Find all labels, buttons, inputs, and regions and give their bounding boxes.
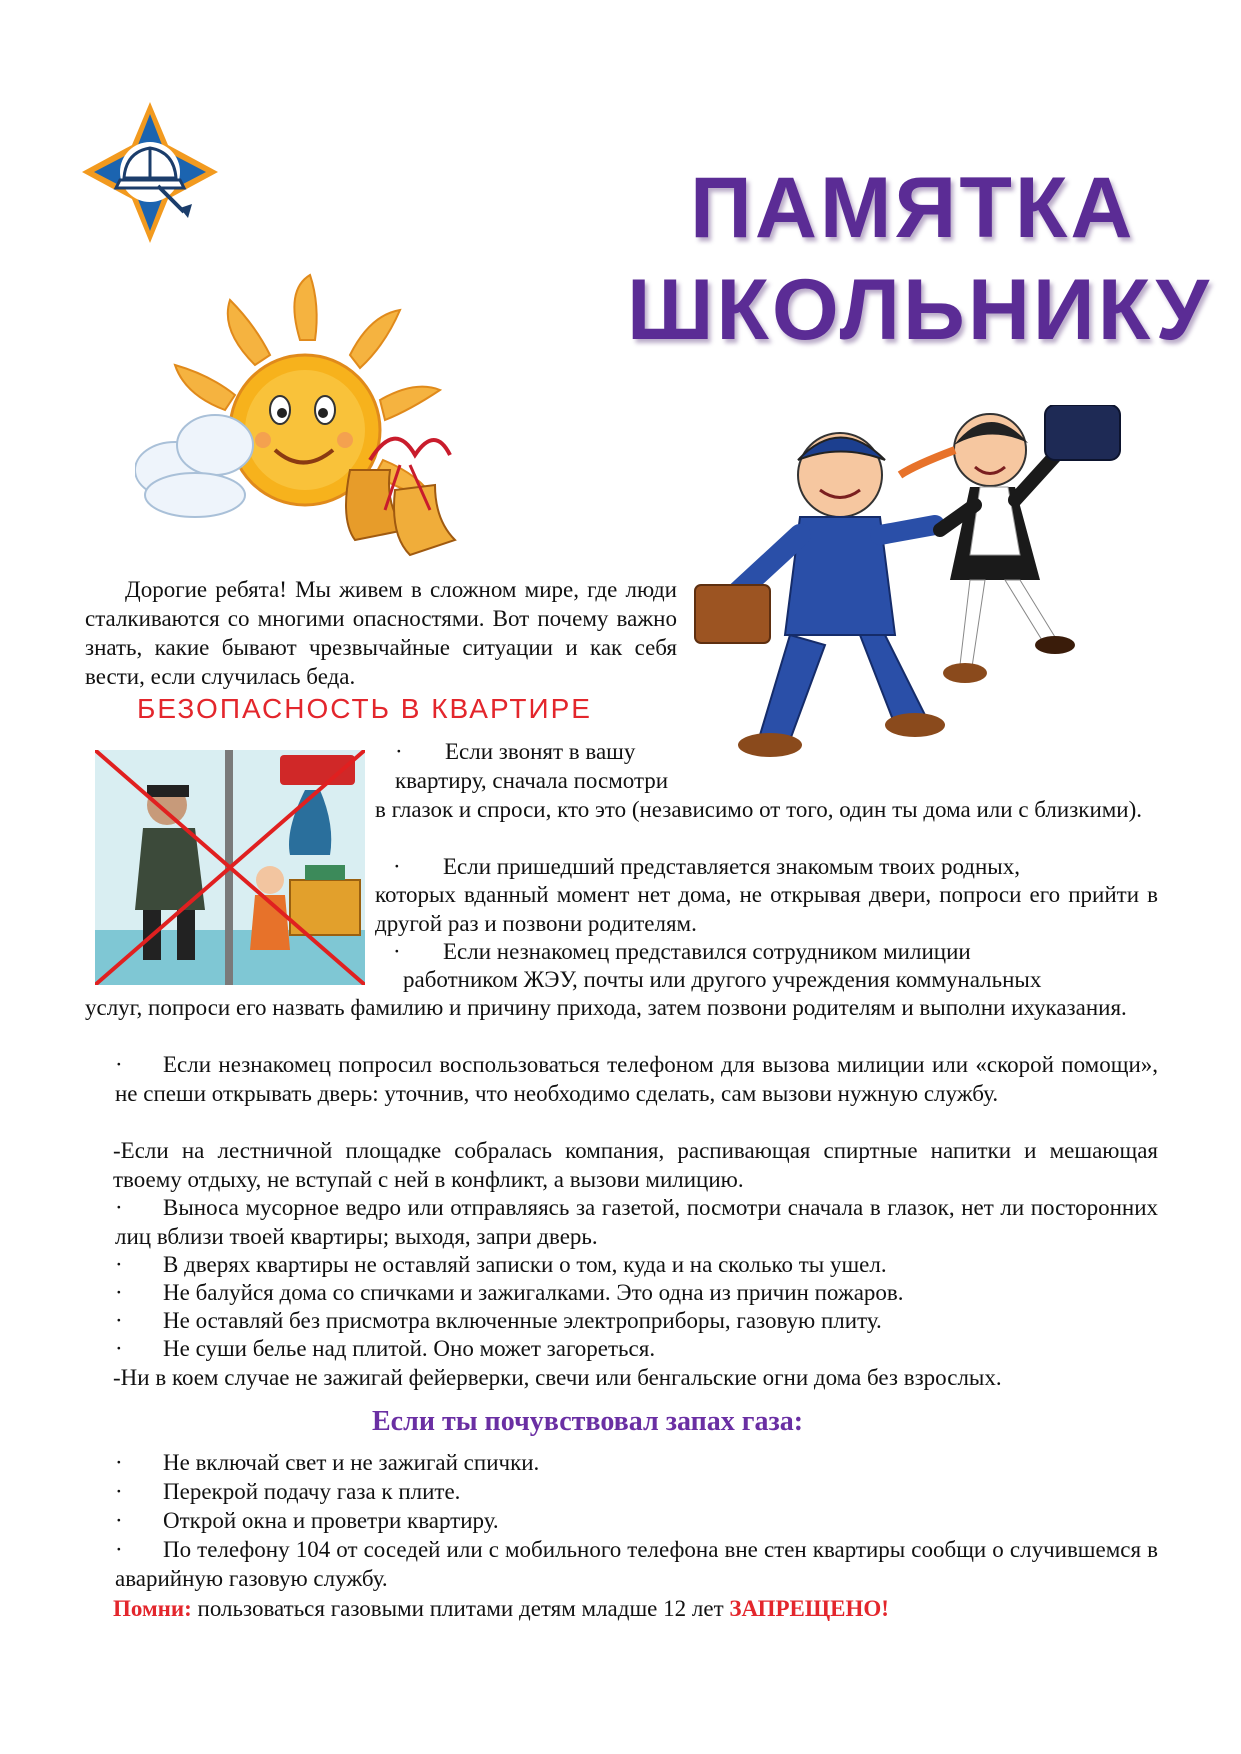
warning-text: пользоваться газовыми плитами детям младше 12 лет	[191, 1596, 730, 1621]
bullet-marker: ·	[115, 1052, 123, 1077]
bullet-marker: ·	[115, 1280, 123, 1305]
bullet-text: Если незнакомец представился сотрудником милиции	[443, 939, 971, 964]
list-item-continuation: которых вданный момент нет дома, не открывая двери, попроси его прийти в другой раз и позвони родителям.	[375, 882, 1158, 936]
bullet-marker: ·	[115, 1537, 123, 1562]
bullet-text: квартиру, сначала посмотри	[395, 767, 669, 793]
bullet-text: Если звонят в вашу	[445, 739, 636, 764]
warning-note	[113, 1594, 1158, 1623]
list-item	[115, 1449, 1158, 1478]
list-item	[115, 1251, 1158, 1280]
list-item: -Ни в коем случае не зажигай фейерверки, свечи или бенгальские огни дома без взрослых.	[113, 1365, 1002, 1390]
section-heading-apartment-safety: БЕЗОПАСНОСТЬ В КВАРТИРЕ	[137, 693, 592, 724]
page-title-line2: ШКОЛЬНИКУ	[627, 262, 1212, 358]
list-item	[115, 1307, 1158, 1336]
list-item	[115, 1194, 1158, 1251]
list-item	[393, 853, 1158, 882]
list-item	[115, 1536, 1158, 1593]
schoolchildren-running-illustration	[690, 405, 1165, 785]
bullet-text: Не включай свет и не зажигай спички.	[163, 1450, 540, 1475]
bullet-text: Открой окна и проветри квартиру.	[163, 1508, 499, 1533]
bullet-text: Не суши белье над плитой. Оно может загореться.	[163, 1336, 656, 1361]
section-heading-gas-smell: Если ты почувствовал запах газа:	[372, 1406, 804, 1437]
bullet-marker: ·	[115, 1508, 123, 1533]
bullet-text: Если незнакомец попросил воспользоваться телефоном для вызова милиции или «скорой помощи», не спеши открывать дверь: уточнив, что необходимо сделать, сам вызови нужную службу.	[115, 1052, 1158, 1106]
list-item	[115, 1051, 1158, 1108]
list-item-continuation: работником ЖЭУ, почты или другого учреждения коммунальных	[403, 967, 1042, 992]
list-item	[115, 1335, 1158, 1364]
list-item: -Если на лестничной площадке собралась компания, распивающая спиртные напитки и мешающая твоему отдыху, не вступай с ней в конфликт, а вызови милицию.	[113, 1138, 1158, 1192]
bullet-marker: ·	[115, 1195, 123, 1220]
list-item	[115, 1507, 1158, 1536]
bullet-text: В дверях квартиры не оставляй записки о том, куда и на сколько ты ушел.	[163, 1252, 887, 1277]
list-item	[115, 1478, 1158, 1507]
bullet-marker: ·	[115, 1336, 123, 1361]
bullet-text: По телефону 104 от соседей или с мобильного телефона вне стен квартиры сообщи о случившемся в аварийную газовую службу.	[115, 1537, 1158, 1591]
bullet-text: Не балуйся дома со спичками и зажигалками. Это одна из причин пожаров.	[163, 1280, 904, 1305]
bullet-text: Выноса мусорное ведро или отправляясь за газетой, посмотри сначала в глазок, нет ли посторонних лиц вблизи твоей квартиры; выходя, запри дверь.	[115, 1195, 1158, 1249]
sun-with-bells-illustration	[135, 270, 490, 565]
list-item	[115, 1279, 1158, 1308]
bullet-text: Не оставляй без присмотра включенные электроприборы, газовую плиту.	[163, 1308, 882, 1333]
bullet-marker: ·	[115, 1252, 123, 1277]
emergency-emblem-icon	[80, 100, 220, 245]
warning-label: Помни:	[113, 1596, 192, 1621]
list-item-continuation: в глазок и спроси, кто это (независимо от того, один ты дома или с близкими).	[375, 797, 1143, 822]
bullet-marker: ·	[393, 854, 401, 879]
bullet-text: Если пришедший представляется знакомым твоих родных,	[443, 854, 1021, 879]
intro-paragraph: Дорогие ребята! Мы живем в сложном мире, где люди сталкиваются со многими опасностями. Вот почему важно знать, какие бывают чрезвычайные ситуации и как себя вести, если случилась беда.	[85, 577, 677, 689]
bullet-marker: ·	[393, 939, 401, 964]
bullet-marker: ·	[115, 1450, 123, 1475]
list-item	[393, 938, 1158, 967]
stranger-at-door-crossed-illustration	[95, 750, 365, 985]
list-item-continuation: услуг, попроси его назвать фамилию и причину прихода, затем позвони родителям и выполни ихуказания.	[85, 995, 1127, 1020]
warning-emphasis: ЗАПРЕЩЕНО!	[729, 1596, 889, 1621]
page-title-line1: ПАМЯТКА	[690, 160, 1136, 256]
bullet-text: Перекрой подачу газа к плите.	[163, 1479, 461, 1504]
bullet-marker: ·	[115, 1479, 123, 1504]
bullet-marker: ·	[115, 1308, 123, 1333]
list-item	[395, 738, 678, 795]
bullet-marker: ·	[395, 739, 403, 764]
